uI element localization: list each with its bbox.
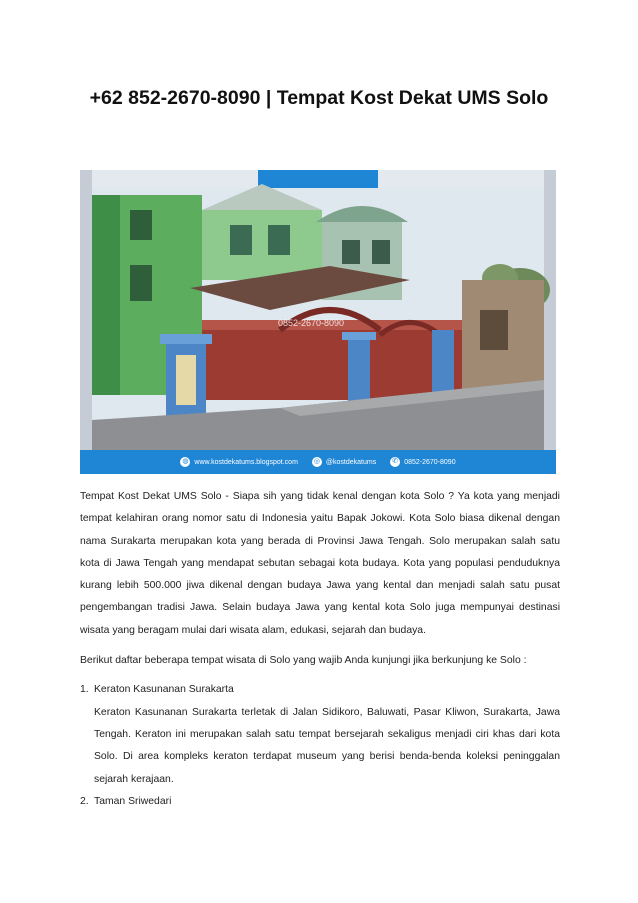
photo-watermark: 0852-2670-8090	[278, 318, 345, 328]
list-item-number: 1.	[80, 684, 89, 696]
caption-website	[180, 457, 298, 467]
page-title: +62 852-2670-8090 | Tempat Kost Dekat UMS Solo	[89, 87, 549, 109]
instagram-icon: ◎	[313, 458, 320, 465]
caption-instagram	[312, 457, 376, 467]
photo-caption-bar	[80, 450, 556, 474]
list-item-name: Taman Sriwedari	[94, 795, 172, 807]
caption-phone	[390, 457, 455, 467]
caption-website-text: www.kostdekatums.blogspot.com	[194, 458, 298, 466]
house-photo	[80, 170, 556, 474]
caption-instagram-text: @kostdekatums	[325, 458, 377, 466]
intro-paragraph: Tempat Kost Dekat UMS Solo - Siapa sih yang tidak kenal dengan kota Solo ? Ya kota yang menjadi tempat kelahiran orang nomor satu di Indonesia yaitu Bapak Jokowi. Kota Solo biasa dikenal dengan nama Surakarta merupakan kota yang berada di Provinsi Jawa Tengah. Solo merupakan salah satu kota di Jawa Tengah yang mendapat sebutan sebagai kota budaya. Kota yang populasi penduduknya kurang lebih 500.000 jiwa dikenal dengan budaya Jawa yang kental dan menjadi salah satu pusat pengembangan tradisi Jawa. Selain budaya Jawa yang kental kota Solo juga mempunyai destinasi wisata yang beragam mulai dari wisata alam, edukasi, sejarah dan budaya.	[80, 491, 560, 636]
list-item	[80, 679, 560, 790]
list-item-name: Keraton Kasunanan Surakarta	[94, 684, 234, 696]
phone-icon: ✆	[390, 457, 400, 467]
list-item-description: Keraton Kasunanan Surakarta terletak di Jalan Sidikoro, Baluwati, Pasar Kliwon, Surakarta, Jawa Tengah. Keraton ini merupakan salah satu tempat bersejarah sekaligus menjadi ciri khas dari kota Solo. Di area kompleks keraton terdapat museum yang berisi benda-benda koleksi peninggalan sejarah kerajaan.	[94, 706, 560, 785]
globe-icon: ◍	[182, 458, 189, 465]
article-body	[80, 486, 560, 813]
list-intro: Berikut daftar beberapa tempat wisata di Solo yang wajib Anda kunjungi jika berkunjung ke Solo :	[80, 655, 527, 667]
list-item	[80, 791, 560, 813]
list-item-number: 2.	[80, 795, 89, 807]
tourism-list	[80, 679, 560, 813]
caption-phone-text: 0852-2670-8090	[404, 458, 456, 466]
